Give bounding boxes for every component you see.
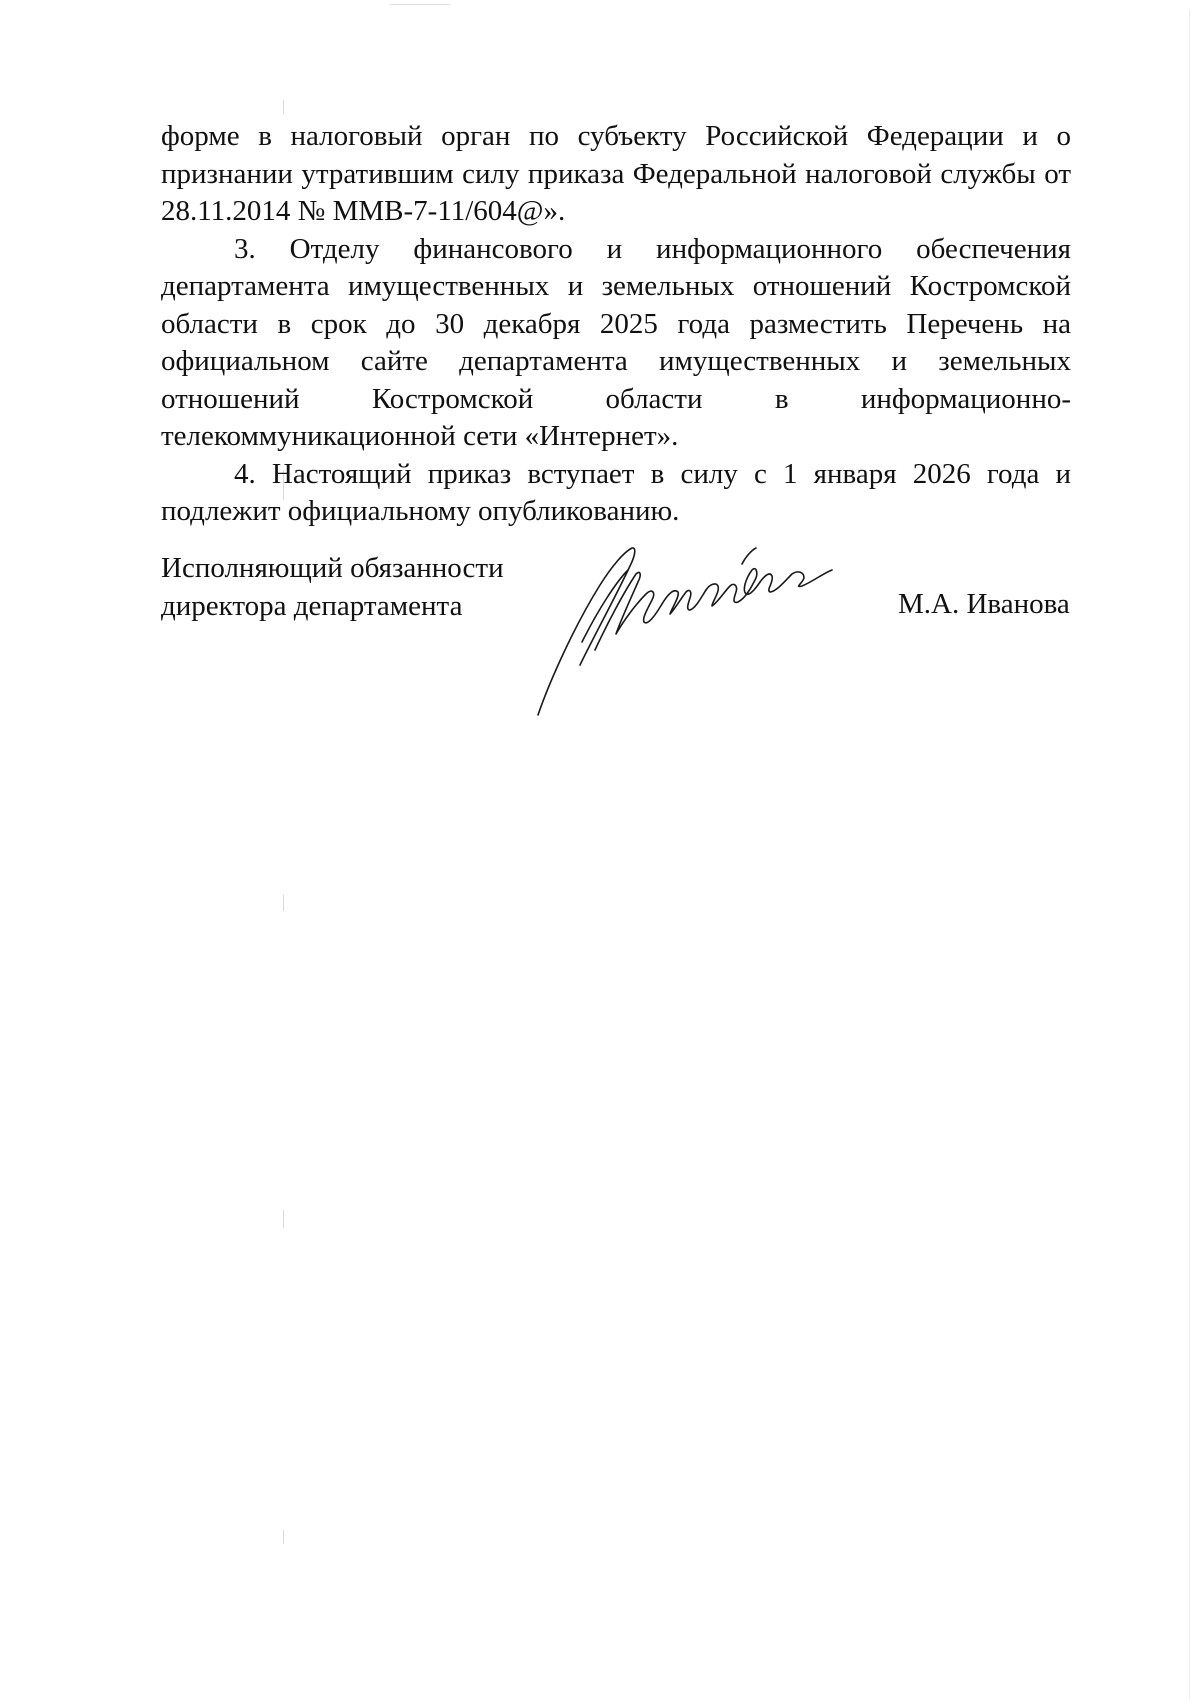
scan-artifact (1189, 10, 1190, 1700)
signer-position (161, 550, 504, 625)
signer-position-line-1: Исполняющий обязанности (161, 552, 504, 584)
scan-artifact (390, 4, 450, 5)
scan-artifact (283, 100, 284, 114)
scan-artifact (283, 895, 284, 911)
paragraph-item-3: 3. Отделу финансового и информационного обеспечения департамента имущественных и земельных отношений Костромской области в срок до 30 декабря 2025 года разместить Перечень на официальном сайте департамента имущественных и земельных отношений Костромской области в информационно-телекоммуникационной сети «Интернет». (161, 232, 1071, 452)
signer-name: М.А. Иванова (898, 588, 1070, 620)
handwritten-signature (520, 530, 840, 730)
scan-artifact (283, 1530, 284, 1544)
paragraph-item-4: 4. Настоящий приказ вступает в силу с 1 января 2026 года и подлежит официальному опубликованию. (161, 457, 1071, 527)
paragraph-continuation: форме в налоговый орган по субъекту Российской Федерации и о признании утратившим силу приказа Федеральной налоговой службы от 28.11.2014 № ММВ-7-11/604@». (161, 120, 1071, 227)
signer-position-line-2: директора департамента (161, 589, 463, 622)
document-body (161, 118, 1071, 531)
scan-artifact (283, 1210, 284, 1228)
